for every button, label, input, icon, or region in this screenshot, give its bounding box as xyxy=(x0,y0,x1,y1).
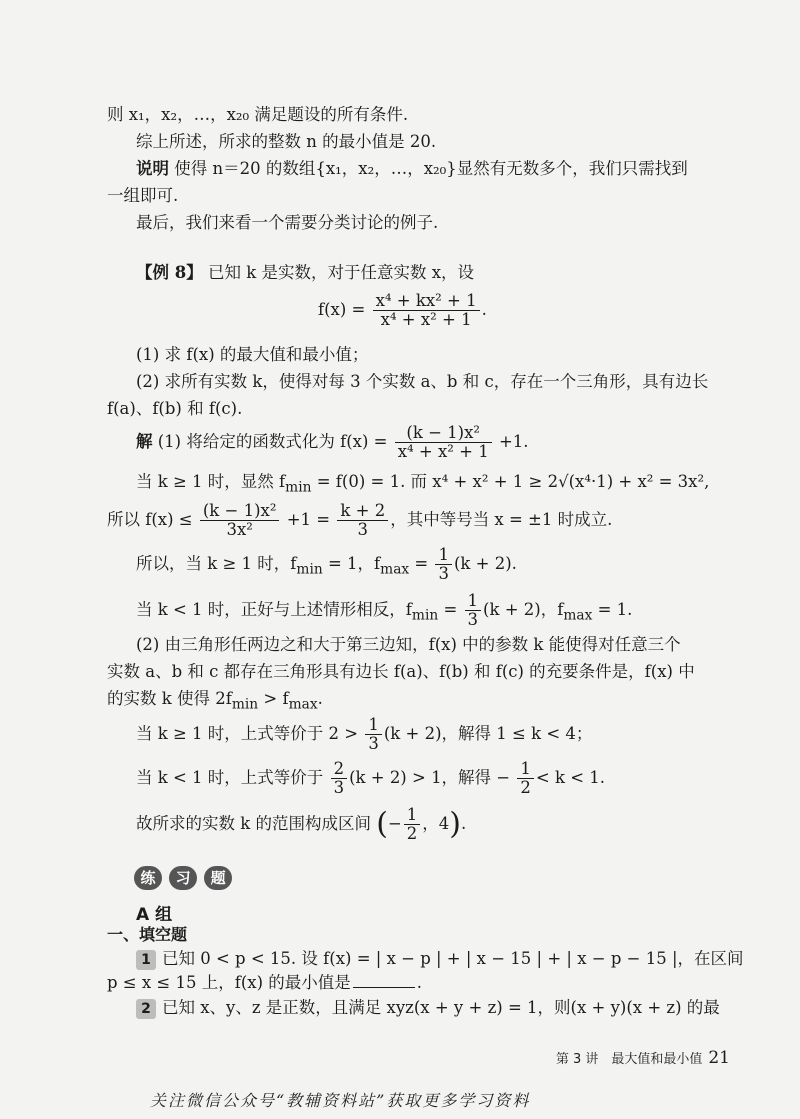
question-2-cont: f(a)、f(b) 和 f(c). xyxy=(107,399,243,418)
d3c: ，4 xyxy=(422,814,450,833)
c2b-fraction xyxy=(337,502,388,539)
sol-numerator: (k − 1)x² xyxy=(395,424,492,443)
question-1: (1) 求 f(x) 的最大值和最小值； xyxy=(136,345,369,364)
derive-k-lt-1 xyxy=(136,760,605,797)
c2a: 所以 f(x) ≤ xyxy=(107,510,193,529)
c3a: 所以，当 k ≥ 1 时，f xyxy=(136,554,297,573)
badge-char-1: 练 xyxy=(134,866,162,890)
c3d: (k + 2). xyxy=(453,554,517,573)
ex1c: . xyxy=(416,973,423,992)
c4c: (k + 2)，f xyxy=(483,600,564,619)
c4b: = xyxy=(443,600,458,619)
frac-num: 1 xyxy=(435,546,452,565)
d3d: . xyxy=(461,814,467,833)
fx-fraction xyxy=(373,292,480,329)
result-k-ge-1 xyxy=(136,546,517,583)
line-intro: 最后，我们来看一个需要分类讨论的例子. xyxy=(136,213,439,232)
c2b-den: 3 xyxy=(357,520,369,539)
frac-den: 3 xyxy=(438,564,449,583)
footer-chapter: 第 3 讲 最大值和最小值 xyxy=(555,1052,703,1067)
handwritten-note: 关注微信公众号“教辅资料站”获取更多学习资料 xyxy=(150,1091,531,1110)
frac-den: 3 xyxy=(467,610,479,629)
sub-min: min xyxy=(285,479,312,496)
part-2-line-2: 实数 a、b 和 c 都存在三角形具有边长 f(a)、f(b) 和 f(c) 的充要条件是，f(x) 中 xyxy=(107,662,695,681)
line-conclusion-2: 综上所述，所求的整数 n 的最小值是 20. xyxy=(136,132,437,151)
line-note-cont: 一组即可. xyxy=(107,186,179,205)
p2c: 的实数 k 使得 2f xyxy=(107,689,232,708)
frac-num: 1 xyxy=(517,760,534,779)
one-third xyxy=(365,716,382,753)
badge-char-3: 题 xyxy=(204,866,232,890)
derive-k-ge-1 xyxy=(136,716,592,753)
frac-den: 3 xyxy=(368,734,379,753)
ex1b: p ≤ x ≤ 15 上，f(x) 的最小值是 xyxy=(107,973,351,992)
note-label: 说明 xyxy=(136,159,169,178)
badge-char-2: 习 xyxy=(169,866,197,890)
frac-den: 3 xyxy=(333,778,345,797)
one-half xyxy=(404,806,421,843)
page-number: 21 xyxy=(708,1048,730,1068)
c2-fraction xyxy=(200,502,280,539)
page-footer xyxy=(556,1048,730,1068)
solution-label: 解 xyxy=(136,432,153,451)
one-third xyxy=(465,592,482,629)
ex2a: 已知 x、y、z 是正数，且满足 xyz(x + y + z) = 1，则(x + y)(x + z) 的最 xyxy=(162,998,720,1017)
d3b: − xyxy=(387,814,402,833)
part-2-line-3 xyxy=(107,688,323,715)
exercise-badge xyxy=(134,866,234,890)
d1a: 当 k ≥ 1 时，上式等价于 2 > xyxy=(136,724,359,743)
d2a: 当 k < 1 时，上式等价于 xyxy=(136,768,324,787)
fx-lhs: f(x) = xyxy=(318,300,366,319)
two-thirds xyxy=(331,760,348,797)
c2c: ，其中等号当 x = ±1 时成立. xyxy=(390,510,613,529)
sol-denominator: x⁴ + x² + 1 xyxy=(397,442,489,461)
exercise-1-number: 1 xyxy=(136,950,156,970)
inequality-line xyxy=(107,502,612,539)
group-a-title: A 组 xyxy=(136,905,173,925)
sub-max: max xyxy=(288,696,318,713)
frac-num: 1 xyxy=(465,592,482,611)
sub-max: max xyxy=(563,607,593,624)
fx-numerator: x⁴ + kx² + 1 xyxy=(373,292,480,311)
solution-tail: +1. xyxy=(498,432,529,451)
function-definition: f(x) = $\frac{\text{x⁴ + kx² + 1}}{\text{x⁴ + x² + 1}}$ . xyxy=(318,291,487,329)
c4a: 当 k < 1 时，正好与上述情形相反，f xyxy=(136,600,412,619)
d3a: 故所求的实数 k 的范围构成区间 xyxy=(136,814,371,833)
d1b: (k + 2)，解得 1 ≤ k < 4； xyxy=(383,724,593,743)
frac-den: 2 xyxy=(406,824,418,843)
example-8-heading xyxy=(136,262,474,284)
sub-min: min xyxy=(231,696,259,713)
exercise-2-number: 2 xyxy=(136,999,156,1019)
left-paren: ( xyxy=(376,806,388,842)
sub-min: min xyxy=(411,607,439,624)
exercise-1-line-2 xyxy=(107,972,422,994)
example-text: 已知 k 是实数，对于任意实数 x，设 xyxy=(207,263,475,282)
exercise-2-line-1 xyxy=(136,997,720,1019)
example-label: 【例 8】 xyxy=(136,263,203,282)
solution-fraction xyxy=(395,424,492,461)
p2d: > f xyxy=(263,689,289,708)
case-k-ge-1-line xyxy=(136,471,709,498)
frac-num: 1 xyxy=(404,806,421,825)
right-paren: ) xyxy=(449,806,462,842)
final-interval xyxy=(136,806,466,843)
p2e: . xyxy=(317,689,323,708)
d2b: (k + 2) > 1，解得 − xyxy=(349,768,511,787)
d2c: < k < 1. xyxy=(535,768,606,787)
fill-blank-title: 一、填空题 xyxy=(107,925,188,944)
part-2-line-1: (2) 由三角形任两边之和大于第三边知，f(x) 中的参数 k 能使得对任意三个 xyxy=(136,635,681,654)
solution-text: (1) 将给定的函数式化为 f(x) = xyxy=(157,432,388,451)
one-third xyxy=(435,546,452,583)
c2b-num: k + 2 xyxy=(337,502,388,521)
exercise-1-line-1 xyxy=(136,948,744,970)
c2b: +1 = xyxy=(286,510,331,529)
ex1a: 已知 0 < p < 15. 设 f(x) = | x − p | + | x − 15 | + | x − p − 15 |，在区间 xyxy=(162,949,744,968)
sub-max: max xyxy=(380,561,410,578)
c2-den: 3x² xyxy=(226,520,253,539)
line-note xyxy=(136,158,688,180)
c2-num: (k − 1)x² xyxy=(200,502,280,521)
question-2: (2) 求所有实数 k，使得对每 3 个实数 a、b 和 c，存在一个三角形，具有边长 xyxy=(136,372,709,391)
c3b: = 1，f xyxy=(327,554,381,573)
result-k-lt-1 xyxy=(136,592,632,629)
c3c: = xyxy=(414,554,429,573)
sub-min: min xyxy=(296,561,323,578)
answer-blank xyxy=(353,987,415,988)
solution-line-1 xyxy=(136,424,529,461)
frac-num: 2 xyxy=(331,760,348,779)
fx-denominator: x⁴ + x² + 1 xyxy=(380,310,472,329)
line-conclusion-1: 则 x₁，x₂，…，x₂₀ 满足题设的所有条件. xyxy=(107,105,409,124)
c4d: = 1. xyxy=(597,600,633,619)
c1b: = f(0) = 1. 而 x⁴ + x² + 1 ≥ 2√(x⁴·1) + x² = 3x², xyxy=(316,472,710,491)
one-half xyxy=(517,760,534,797)
frac-den: 2 xyxy=(520,778,531,797)
note-text: 使得 n＝20 的数组{x₁，x₂，…，x₂₀}显然有无数多个，我们只需找到 xyxy=(174,159,688,178)
frac-num: 1 xyxy=(365,716,382,735)
c1a: 当 k ≥ 1 时，显然 f xyxy=(136,472,286,491)
